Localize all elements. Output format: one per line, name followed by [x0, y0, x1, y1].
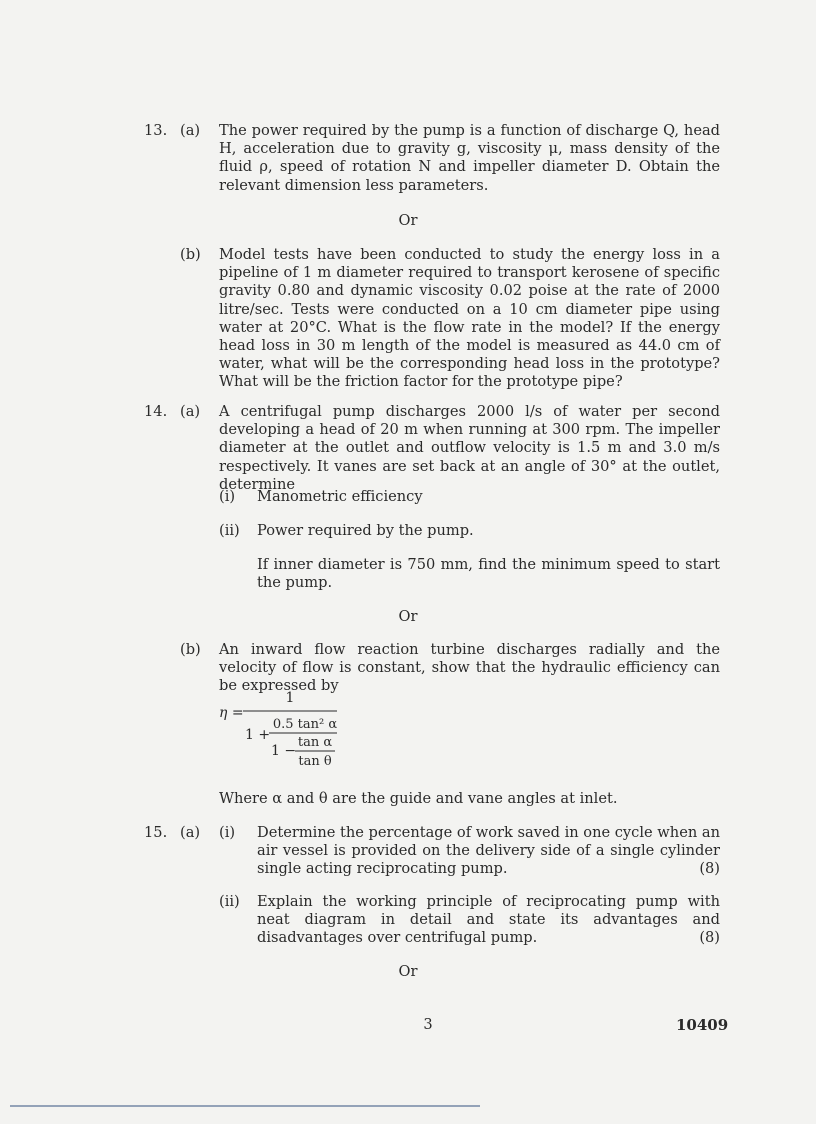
q14-sub-ii-label: (ii): [219, 522, 240, 539]
q15-sub-ii-marks: (8): [699, 929, 720, 947]
q15-sub-ii: [257, 893, 720, 948]
q15-part-a-label: (a): [180, 824, 201, 841]
question-number-15: 15.: [144, 824, 168, 841]
scan-artifact-line: [10, 1105, 480, 1107]
q14-part-a-label: (a): [180, 403, 201, 420]
q13-part-b-text: Model tests have been conducted to study the energy loss in a pipeline of 1 m diameter required to transport kerosene of specific gravity 0.80 and dynamic viscosity 0.02 poise at the rate of 2000 litre/sec. Tests were conducted on a 10 cm diameter pipe using water at 20°C. What is the flow rate in the model? If the energy head loss in 30 m length of the model is measured as 44.0 cm of water, what will be the corresponding head loss in the prototype? What will be the friction factor for the prototype pipe?: [219, 246, 720, 391]
question-number-14: 14.: [144, 403, 168, 420]
q14-part-b-label: (b): [180, 641, 201, 658]
q14-sub-i-text: Manometric efficiency: [257, 488, 423, 505]
formula-one-minus: 1 −: [271, 743, 297, 759]
formula-lhs: η =: [219, 705, 244, 721]
q14-part-b-text: An inward flow reaction turbine discharges radially and the velocity of flow is constant, show that the hydraulic efficiency can be expressed by: [219, 641, 720, 695]
formula-tan-alpha: tan α: [297, 735, 333, 750]
formula-one-plus: 1 +: [245, 727, 271, 743]
page-number: 3: [423, 1016, 433, 1033]
q14-extra-text: If inner diameter is 750 mm, find the minimum speed to start the pump.: [257, 556, 720, 592]
q15-or: Or: [398, 963, 418, 980]
efficiency-formula: [219, 690, 369, 772]
paper-code: 10409: [676, 1016, 729, 1034]
q15-sub-ii-text: Explain the working principle of reciprocating pump with neat diagram in detail and state its advantages and disadvantages over centrifugal pump.: [257, 893, 720, 947]
q14-or: Or: [398, 608, 418, 625]
q15-sub-i-text: Determine the percentage of work saved in one cycle when an air vessel is provided on the delivery side of a single cylinder single acting reciprocating pump.: [257, 824, 720, 878]
q14-part-a-text: A centrifugal pump discharges 2000 l/s of water per second developing a head of 20 m when running at 300 rpm. The impeller diameter at the outlet and outflow velocity is 1.5 m and 3.0 m/s respectively. It vanes are set back at an angle of 30° at the outlet, determine: [219, 403, 720, 493]
q15-sub-i-marks: (8): [699, 860, 720, 878]
q15-sub-i-label: (i): [219, 824, 236, 841]
q15-sub-i: [257, 824, 720, 879]
formula-numerator: 1: [285, 690, 295, 706]
q13-part-a-text: The power required by the pump is a function of discharge Q, head H, acceleration due to gravity g, viscosity μ, mass density of the fluid ρ, speed of rotation N and impeller diameter D. Obtain the relevant dimension less parameters.: [219, 122, 720, 194]
formula-inner-numerator: 0.5 tan² α: [272, 717, 338, 732]
formula-tan-theta: tan θ: [298, 754, 332, 769]
q13-part-a-label: (a): [180, 122, 201, 139]
q13-part-b-label: (b): [180, 246, 201, 263]
q13-or: Or: [398, 212, 418, 229]
q15-sub-ii-label: (ii): [219, 893, 240, 910]
question-number-13: 13.: [144, 122, 168, 139]
q14-sub-i-label: (i): [219, 488, 236, 505]
q14-sub-ii-text: Power required by the pump.: [257, 522, 474, 539]
q14-where-text: Where α and θ are the guide and vane angles at inlet.: [219, 790, 618, 807]
